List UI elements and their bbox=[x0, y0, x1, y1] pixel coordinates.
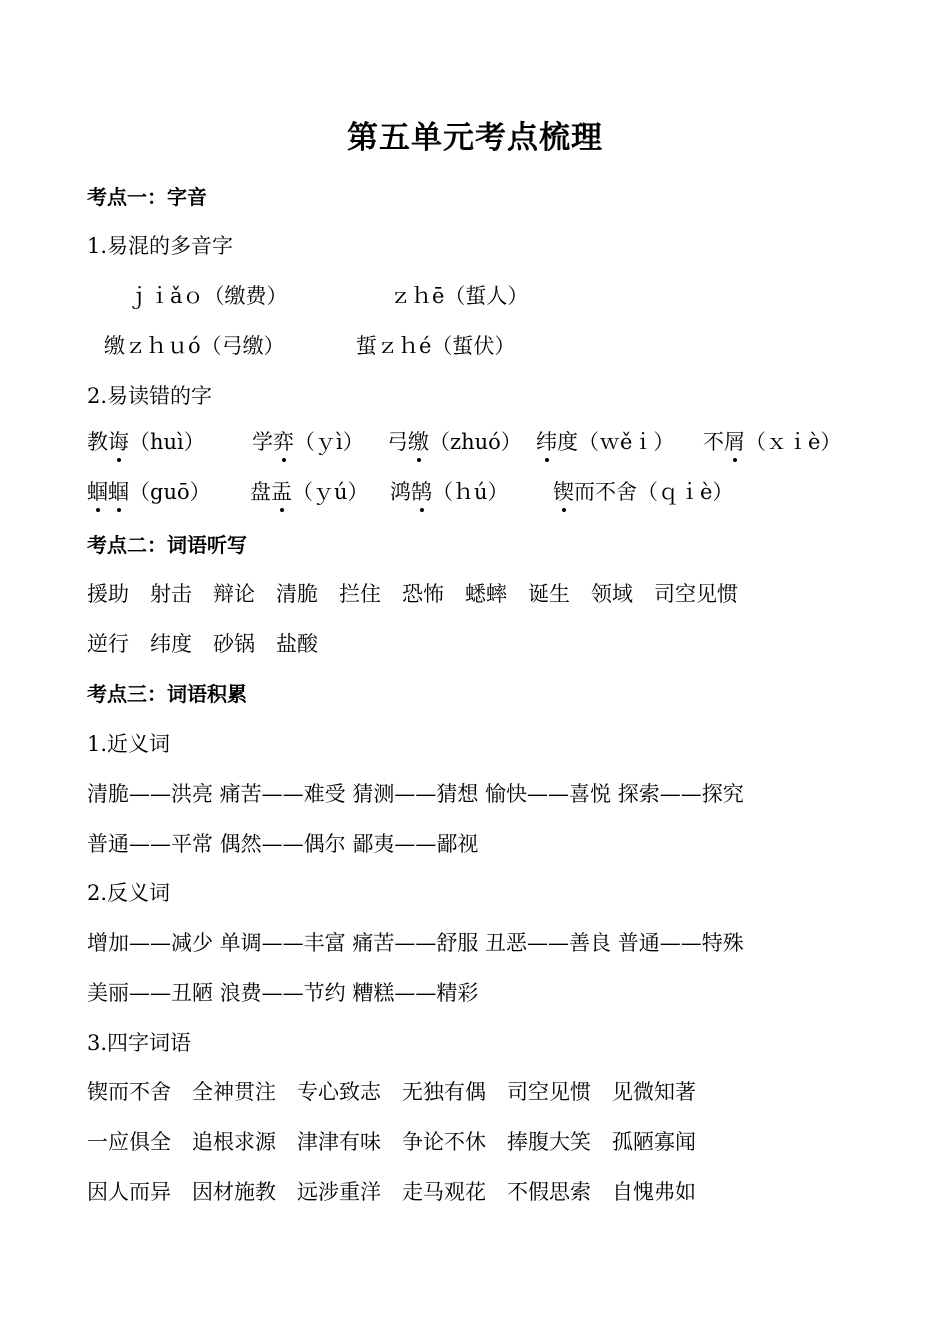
misread-item: 学弈（ｙì） bbox=[252, 427, 364, 457]
misread-item: 蝈蝈（guō） bbox=[87, 477, 211, 507]
polyphone-item: 缴ｚｈｕó（弓缴） bbox=[104, 334, 285, 358]
misread-item: 弓缴（zhuó） bbox=[387, 427, 522, 457]
section-heading-3: 考点三：词语积累 bbox=[87, 682, 247, 706]
polyphone-item: ｚｈē（蜇人） bbox=[390, 284, 529, 308]
antonym-line: 增加——减少 单调——丰富 痛苦——舒服 丑恶——善良 普通——特殊 bbox=[87, 931, 744, 955]
polyphone-item: 蜇ｚｈé（蜇伏） bbox=[356, 334, 516, 358]
subheading-misread: 2.易读错的字 bbox=[87, 384, 213, 408]
dictation-line: 逆行 纬度 砂锅 盐酸 bbox=[87, 632, 318, 656]
section-heading-2: 考点二：词语听写 bbox=[87, 533, 247, 557]
misread-item: 盘盂（ｙú） bbox=[250, 477, 369, 507]
idiom-line: 锲而不舍 全神贯注 专心致志 无独有偶 司空见惯 见微知著 bbox=[87, 1080, 696, 1104]
idiom-line: 一应俱全 追根求源 津津有味 争论不休 捧腹大笑 孤陋寡闻 bbox=[87, 1130, 696, 1154]
page-title: 第五单元考点梳理 bbox=[347, 120, 603, 156]
misread-item: 纬度（ｗěｉ） bbox=[536, 427, 674, 457]
subheading-synonyms: 1.近义词 bbox=[87, 732, 171, 756]
misread-item: 不屑（ｘｉè） bbox=[703, 427, 841, 457]
synonym-line: 普通——平常 偶然——偶尔 鄙夷——鄙视 bbox=[87, 832, 479, 856]
subheading-idioms: 3.四字词语 bbox=[87, 1031, 192, 1055]
idiom-line: 因人而异 因材施教 远涉重洋 走马观花 不假思索 自愧弗如 bbox=[87, 1180, 696, 1204]
subheading-antonyms: 2.反义词 bbox=[87, 881, 171, 905]
synonym-line: 清脆——洪亮 痛苦——难受 猜测——猜想 愉快——喜悦 探索——探究 bbox=[87, 782, 744, 806]
misread-item: 教诲（huì） bbox=[87, 427, 205, 457]
misread-item: 锲而不舍（ｑｉè） bbox=[553, 477, 733, 507]
antonym-line: 美丽——丑陋 浪费——节约 糟糕——精彩 bbox=[87, 981, 479, 1005]
subheading-polyphones: 1.易混的多音字 bbox=[87, 234, 234, 258]
polyphone-item: ｊｉǎｏ（缴费） bbox=[128, 284, 288, 308]
dictation-line: 援助 射击 辩论 清脆 拦住 恐怖 蟋蟀 诞生 领域 司空见惯 bbox=[87, 582, 738, 606]
section-heading-1: 考点一：字音 bbox=[87, 185, 207, 209]
misread-item: 鸿鹄（ｈú） bbox=[390, 477, 509, 507]
